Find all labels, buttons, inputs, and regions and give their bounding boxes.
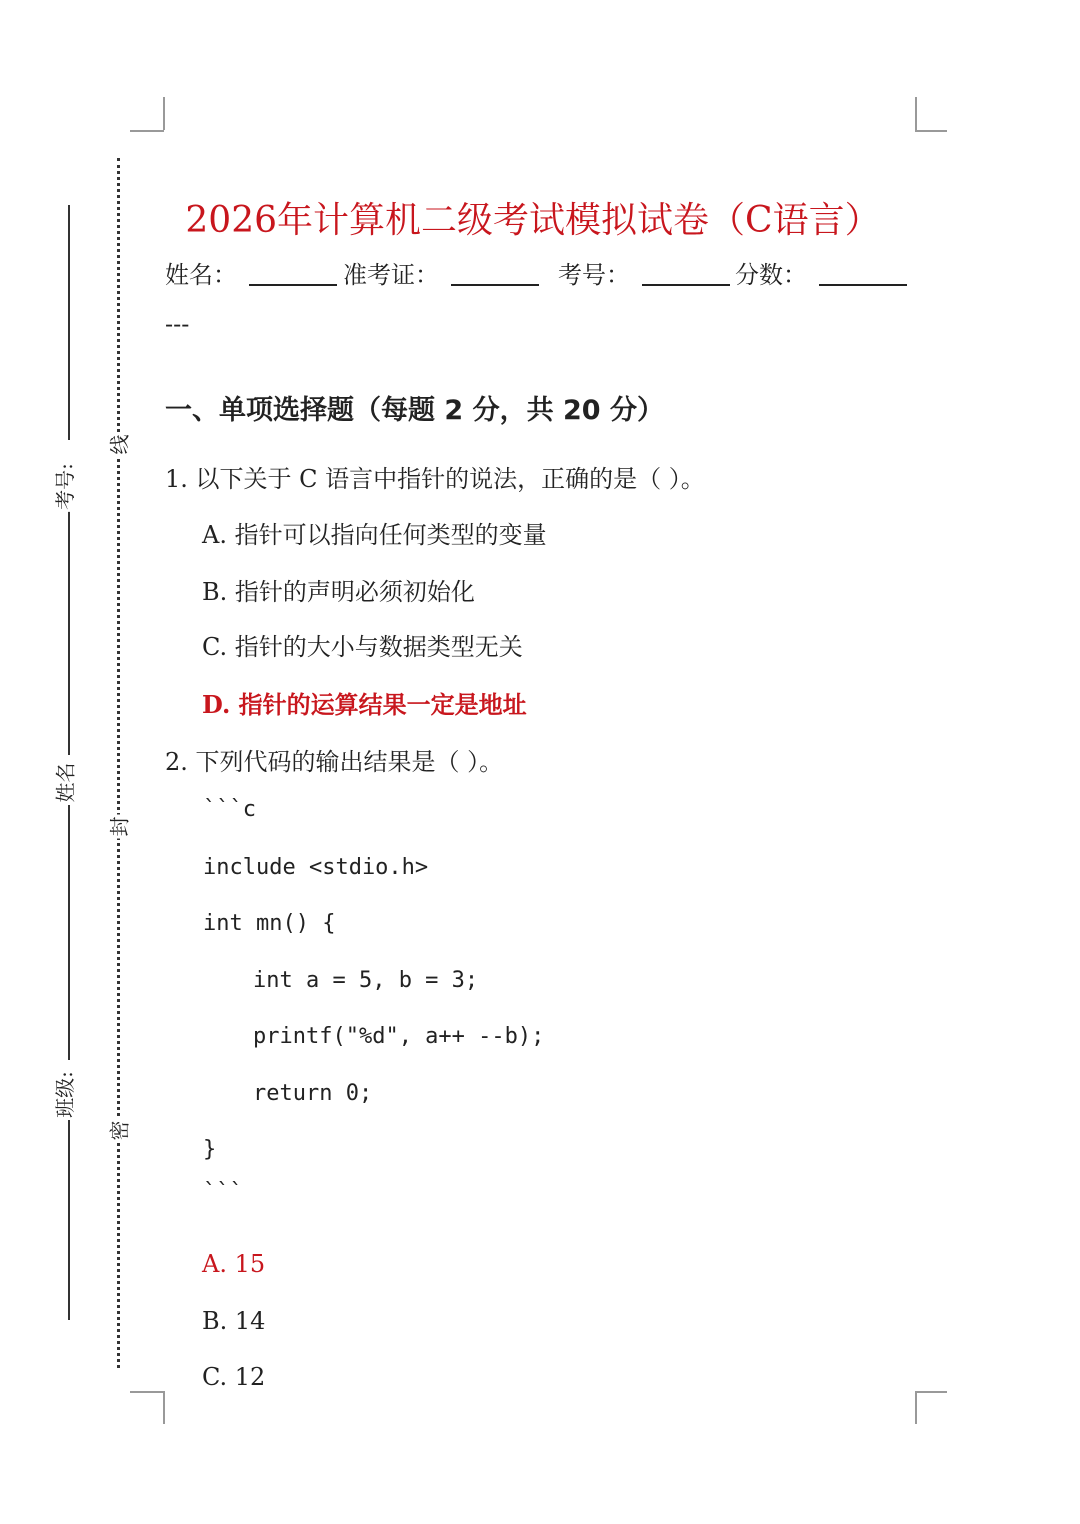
margin-line <box>68 510 70 755</box>
info-label: 考号： <box>558 261 630 289</box>
crop-mark-bottom-right <box>915 1391 917 1424</box>
info-field-exam-no <box>558 255 742 290</box>
code-line: include <stdio.h> <box>203 855 429 880</box>
separator: --- <box>165 310 190 338</box>
option-answer: D. 指针的运算结果一定是地址 <box>202 690 527 719</box>
info-field-name <box>165 255 349 290</box>
option: B. 指针的声明必须初始化 <box>202 578 475 606</box>
code-line: printf("%d", a++ --b); <box>253 1024 545 1049</box>
margin-line <box>68 805 70 1060</box>
margin-label-name: 姓名 <box>50 761 79 805</box>
crop-mark-top-left <box>163 97 165 130</box>
seal-mark-seal: 封 <box>104 815 133 839</box>
option: C. 12 <box>202 1363 266 1391</box>
crop-mark-top-left <box>130 130 164 132</box>
option-answer: A. 15 <box>202 1250 266 1278</box>
option: C. 指针的大小与数据类型无关 <box>202 633 523 661</box>
blank-field <box>819 258 907 286</box>
margin-label-exam-no: 考号: <box>49 461 78 512</box>
question-stem: 2. 下列代码的输出结果是（ ）。 <box>165 748 504 776</box>
info-label: 姓名： <box>165 261 237 289</box>
code-line: int a = 5, b = 3; <box>253 968 479 993</box>
info-field-score <box>735 255 919 290</box>
margin-label-class: 班级: <box>49 1069 78 1120</box>
crop-mark-top-right <box>915 97 917 130</box>
option: A. 指针可以指向任何类型的变量 <box>202 521 547 549</box>
crop-mark-bottom-left <box>130 1391 164 1393</box>
code-line: } <box>203 1137 217 1162</box>
crop-mark-top-right <box>915 130 947 132</box>
info-field-admission <box>343 255 551 290</box>
page-title: 2026年计算机二级考试模拟试卷（C语言） <box>185 200 881 241</box>
margin-line <box>68 1120 70 1320</box>
seal-mark-secret: 密 <box>104 1119 133 1143</box>
seal-mark-line: 线 <box>104 433 133 457</box>
question-stem: 1. 以下关于 C 语言中指针的说法，正确的是（ ）。 <box>165 465 705 493</box>
crop-mark-bottom-left <box>163 1391 165 1424</box>
blank-field <box>249 258 337 286</box>
blank-field <box>451 258 539 286</box>
code-line: ``` <box>203 1180 243 1205</box>
blank-field <box>642 258 730 286</box>
seal-dotted-line <box>117 158 120 1368</box>
option: B. 14 <box>202 1307 266 1335</box>
code-line: return 0; <box>253 1081 373 1106</box>
crop-mark-bottom-right <box>915 1391 947 1393</box>
code-line: ```c <box>203 797 256 822</box>
code-line: int mn() { <box>203 911 336 936</box>
info-label: 准考证： <box>343 261 439 289</box>
section-heading: 一、单项选择题（每题 2 分，共 20 分） <box>165 395 664 426</box>
info-label: 分数： <box>735 261 807 289</box>
